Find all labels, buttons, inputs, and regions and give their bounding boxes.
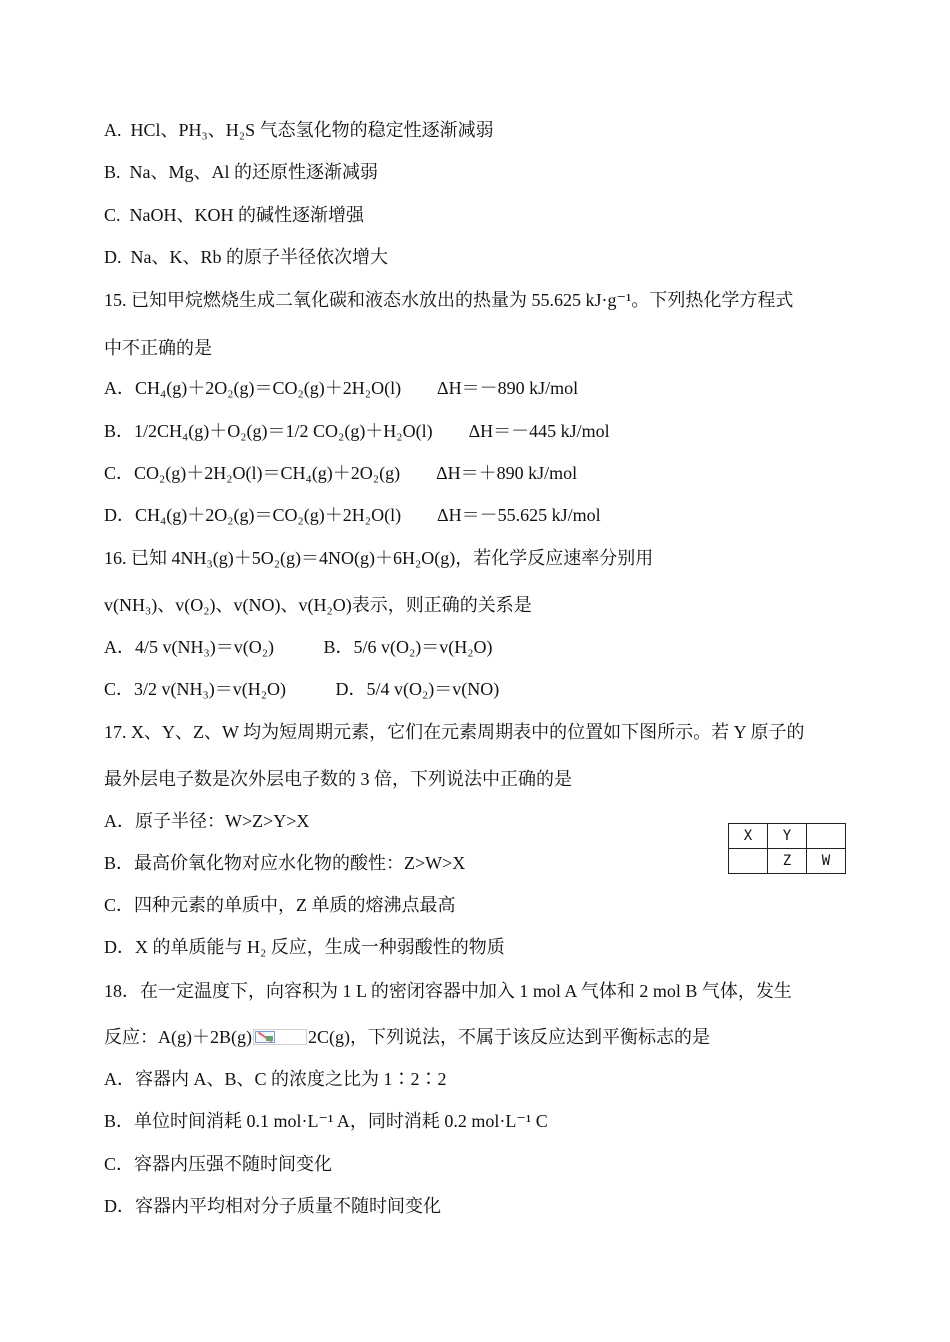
q14-option-d: D. Na、K、Rb 的原子半径依次增大: [104, 247, 388, 267]
q15-stem-line2: 中不正确的是: [104, 338, 212, 358]
q15-option-d: D．CH₄(g)＋2O₂(g)＝CO₂(g)＋2H₂O(l) ΔH＝－55.625 kJ/mol: [104, 505, 601, 525]
grid-cell-y: Y: [768, 824, 807, 849]
grid-cell-z: Z: [768, 849, 807, 874]
q14-option-a: A. HCl、PH₃、H₂S 气态氢化物的稳定性逐渐减弱: [104, 120, 494, 140]
q18-option-c: C．容器内压强不随时间变化: [104, 1154, 333, 1174]
grid-row: [729, 849, 846, 874]
q18-option-d: D．容器内平均相对分子质量不随时间变化: [104, 1196, 441, 1216]
q18-option-b: B．单位时间消耗 0.1 mol·L⁻¹ A，同时消耗 0.2 mol·L⁻¹ C: [104, 1111, 548, 1131]
q14-option-c: C. NaOH、KOH 的碱性逐渐增强: [104, 205, 364, 225]
q14-option-b: B. Na、Mg、Al 的还原性逐渐减弱: [104, 162, 378, 182]
grid-cell-w: W: [807, 849, 846, 874]
q15-option-a: A．CH₄(g)＋2O₂(g)＝CO₂(g)＋2H₂O(l) ΔH＝－890 kJ/mol: [104, 378, 579, 398]
grid-cell-empty: [807, 824, 846, 849]
q17-stem-line2: 最外层电子数是次外层电子数的 3 倍，下列说法中正确的是: [104, 769, 572, 789]
q16-stem-line2: v(NH₃)、v(O₂)、v(NO)、v(H₂O)表示，则正确的关系是: [104, 595, 532, 615]
q17-option-d: D．X 的单质能与 H₂ 反应，生成一种弱酸性的物质: [104, 937, 505, 957]
q18-stem-line2: 反应：A(g)＋2B(g) 2C(g)，下列说法，不属于该反应达到平衡标志的是: [104, 1027, 710, 1047]
q16-options-cd: C．3/2 v(NH₃)＝v(H₂O) D．5/4 v(O₂)＝v(NO): [104, 679, 500, 699]
q16-stem-line1: 16. 已知 4NH₃(g)＋5O₂(g)＝4NO(g)＋6H₂O(g)，若化学反应速率分别用: [104, 548, 654, 568]
grid-cell-x: X: [729, 824, 768, 849]
q17-option-b: B．最高价氧化物对应水化物的酸性：Z>W>X: [104, 853, 466, 873]
q16-options-ab: A．4/5 v(NH₃)＝v(O₂) B．5/6 v(O₂)＝v(H₂O): [104, 637, 493, 657]
q15-stem-line1: 15. 已知甲烷燃烧生成二氧化碳和液态水放出的热量为 55.625 kJ·g⁻¹。下列热化学方程式: [104, 290, 794, 310]
periodic-table-grid: [728, 823, 846, 874]
broken-image-icon: [253, 1029, 307, 1045]
q18-option-a: A．容器内 A、B、C 的浓度之比为 1∶2∶2: [104, 1069, 447, 1089]
grid-cell-empty: [729, 849, 768, 874]
q15-option-c: C．CO₂(g)＋2H₂O(l)＝CH₄(g)＋2O₂(g) ΔH＝＋890 kJ/mol: [104, 463, 578, 483]
q17-option-a: A．原子半径：W>Z>Y>X: [104, 811, 310, 831]
grid-row: [729, 824, 846, 849]
q17-stem-line1: 17. X、Y、Z、W 均为短周期元素，它们在元素周期表中的位置如下图所示。若 Y 原子的: [104, 722, 805, 742]
q17-option-c: C．四种元素的单质中，Z 单质的熔沸点最高: [104, 895, 456, 915]
q18-stem-line1: 18．在一定温度下，向容积为 1 L 的密闭容器中加入 1 mol A 气体和 2 mol B 气体，发生: [104, 981, 792, 1001]
q15-option-b: B．1/2CH₄(g)＋O₂(g)＝1/2 CO₂(g)＋H₂O(l) ΔH＝－445 kJ/mol: [104, 421, 610, 441]
